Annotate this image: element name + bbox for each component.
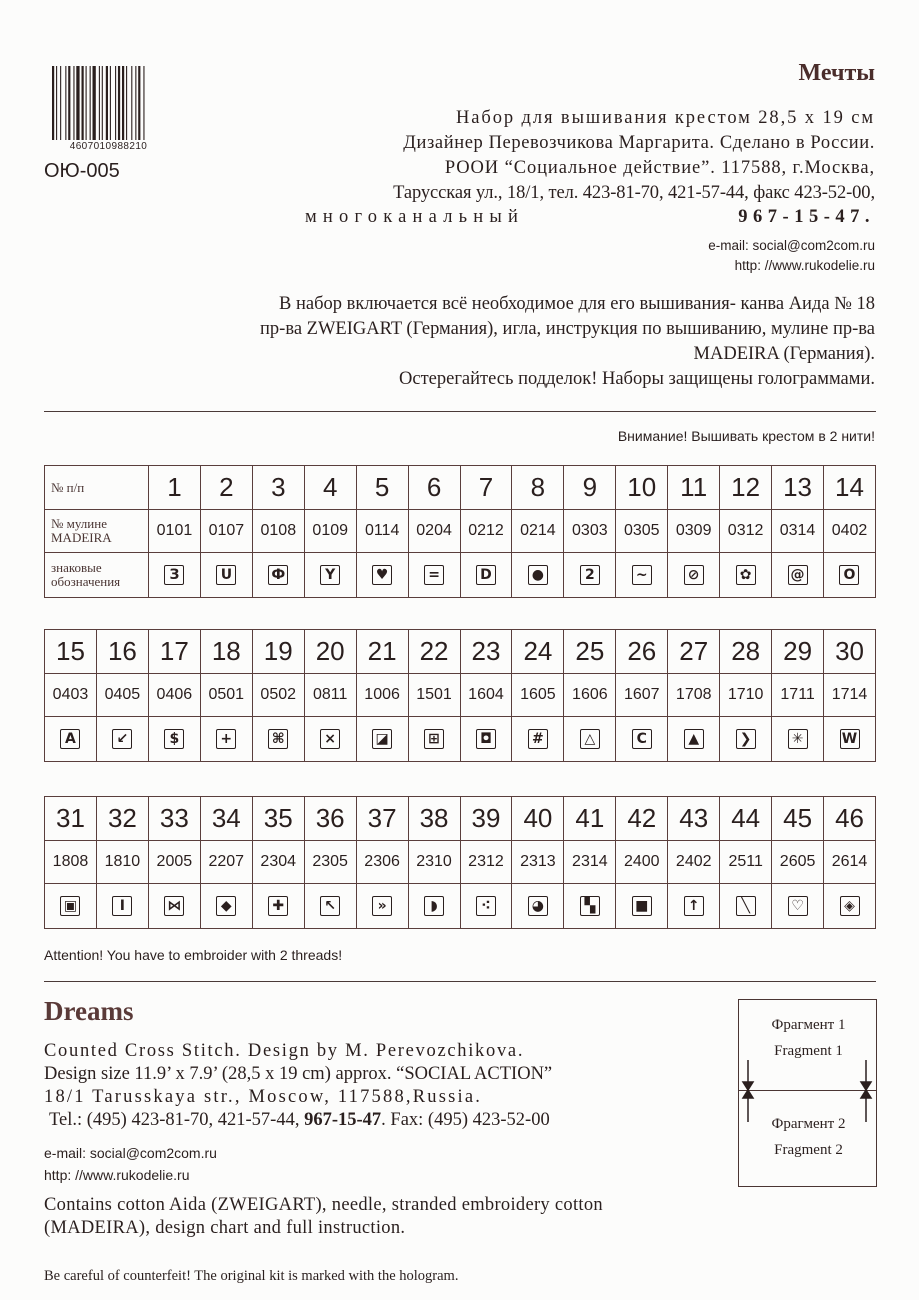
header-symbols: знаковые обозначения xyxy=(45,553,149,598)
stitch-symbol-cell xyxy=(772,717,824,762)
stitch-symbol-icon: ⋈ xyxy=(164,896,184,916)
article-code: ОЮ-005 xyxy=(44,160,120,182)
thread-number-cell: 20 xyxy=(304,630,356,674)
stitch-symbol-icon: △ xyxy=(580,729,600,749)
table-row-numbers xyxy=(45,466,876,510)
thread-number-cell: 31 xyxy=(45,797,97,841)
thread-number-cell: 7 xyxy=(460,466,512,510)
stitch-symbol-icon: ❯ xyxy=(736,729,756,749)
madeira-code-cell: 0314 xyxy=(772,510,824,553)
stitch-symbol-icon: # xyxy=(528,729,548,749)
madeira-code-cell: 1501 xyxy=(408,674,460,717)
stitch-symbol-cell xyxy=(304,553,356,598)
ru-phone-bold: 967-15-47. xyxy=(738,207,875,227)
en-line-2: Design size 11.9’ x 7.9’ (28,5 x 19 cm) approx. “SOCIAL ACTION” xyxy=(44,1064,553,1084)
title-russian: Мечты xyxy=(798,60,875,86)
table-row-symbols xyxy=(45,553,876,598)
stitch-symbol-cell xyxy=(824,884,876,929)
thread-table-1 xyxy=(44,465,876,598)
thread-number-cell: 14 xyxy=(823,466,875,510)
stitch-symbol-cell xyxy=(668,884,720,929)
madeira-code-cell: 0403 xyxy=(45,674,97,717)
stitch-symbol-icon: D xyxy=(476,565,496,585)
madeira-code-cell: 2310 xyxy=(408,841,460,884)
stitch-symbol-icon: » xyxy=(372,896,392,916)
madeira-code-cell: 1606 xyxy=(564,674,616,717)
stitch-symbol-cell xyxy=(460,553,512,598)
madeira-code-cell: 0305 xyxy=(616,510,668,553)
stitch-symbol-icon: ↙ xyxy=(112,729,132,749)
stitch-symbol-icon: ↖ xyxy=(320,896,340,916)
title-english: Dreams xyxy=(44,996,134,1026)
stitch-symbol-icon: ✿ xyxy=(736,565,756,585)
stitch-symbol-icon: Ф xyxy=(268,565,288,585)
stitch-symbol-icon: ◘ xyxy=(476,729,496,749)
stitch-symbol-icon: ▣ xyxy=(60,896,80,916)
stitch-symbol-cell xyxy=(824,717,876,762)
madeira-code-cell: 0811 xyxy=(304,674,356,717)
madeira-code-cell: 2511 xyxy=(720,841,772,884)
thread-number-cell: 46 xyxy=(824,797,876,841)
thread-number-cell: 29 xyxy=(772,630,824,674)
stitch-symbol-icon: ⊘ xyxy=(684,565,704,585)
thread-number-cell: 30 xyxy=(824,630,876,674)
thread-number-cell: 21 xyxy=(356,630,408,674)
stitch-symbol-cell xyxy=(668,553,720,598)
madeira-code-cell: 2207 xyxy=(200,841,252,884)
thread-number-cell: 39 xyxy=(460,797,512,841)
madeira-code-cell: 0303 xyxy=(564,510,616,553)
stitch-symbol-icon: = xyxy=(424,565,444,585)
stitch-symbol-icon: U xyxy=(216,565,236,585)
thread-number-cell: 33 xyxy=(148,797,200,841)
ru-line-2: Дизайнер Перевозчикова Маргарита. Сделано в России. xyxy=(403,133,875,153)
thread-number-cell: 12 xyxy=(720,466,772,510)
thread-number-cell: 24 xyxy=(512,630,564,674)
table-row-numbers xyxy=(45,630,876,674)
stitch-symbol-cell xyxy=(252,884,304,929)
stitch-symbol-cell xyxy=(304,884,356,929)
stitch-symbol-icon: ◗ xyxy=(424,896,444,916)
madeira-code-cell: 2400 xyxy=(616,841,668,884)
en-line-3: 18/1 Tarusskaya str., Moscow, 117588,Russia. xyxy=(44,1087,483,1107)
stitch-symbol-cell xyxy=(356,717,408,762)
stitch-symbol-cell xyxy=(616,884,668,929)
thread-number-cell: 43 xyxy=(668,797,720,841)
stitch-symbol-cell xyxy=(408,884,460,929)
stitch-symbol-cell xyxy=(356,884,408,929)
stitch-symbol-cell xyxy=(564,884,616,929)
stitch-symbol-cell xyxy=(564,717,616,762)
madeira-code-cell: 0402 xyxy=(823,510,875,553)
thread-number-cell: 40 xyxy=(512,797,564,841)
thread-number-cell: 15 xyxy=(45,630,97,674)
fragment-2-ru: Фрагмент 2 xyxy=(771,1116,846,1132)
stitch-symbol-icon: ● xyxy=(528,565,548,585)
thread-number-cell: 4 xyxy=(304,466,356,510)
stitch-symbol-cell xyxy=(512,717,564,762)
thread-number-cell: 6 xyxy=(408,466,460,510)
madeira-code-cell: 0309 xyxy=(668,510,720,553)
stitch-symbol-cell xyxy=(616,553,668,598)
madeira-code-cell: 0406 xyxy=(148,674,200,717)
stitch-symbol-cell xyxy=(460,884,512,929)
madeira-code-cell: 1708 xyxy=(668,674,720,717)
madeira-code-cell: 2402 xyxy=(668,841,720,884)
stitch-symbol-cell xyxy=(823,553,875,598)
stitch-symbol-icon: З xyxy=(164,565,184,585)
thread-number-cell: 26 xyxy=(616,630,668,674)
madeira-code-cell: 1711 xyxy=(772,674,824,717)
stitch-symbol-cell xyxy=(96,717,148,762)
stitch-symbol-cell xyxy=(304,717,356,762)
table-row-codes xyxy=(45,841,876,884)
header-number: № п/п xyxy=(45,466,149,510)
ru-contents-4: Остерегайтесь подделок! Наборы защищены голограммами. xyxy=(399,369,875,389)
stitch-symbol-cell xyxy=(45,884,97,929)
stitch-symbol-icon: ⊞ xyxy=(424,729,444,749)
en-web: http: //www.rukodelie.ru xyxy=(44,1167,190,1183)
thread-number-cell: 23 xyxy=(460,630,512,674)
stitch-symbol-icon: 2 xyxy=(580,565,600,585)
en-email: e-mail: social@com2com.ru xyxy=(44,1145,217,1161)
madeira-code-cell: 2314 xyxy=(564,841,616,884)
thread-number-cell: 27 xyxy=(668,630,720,674)
madeira-code-cell: 1006 xyxy=(356,674,408,717)
thread-number-cell: 37 xyxy=(356,797,408,841)
thread-number-cell: 35 xyxy=(252,797,304,841)
stitch-symbol-cell xyxy=(252,553,304,598)
stitch-symbol-icon: @ xyxy=(788,565,808,585)
madeira-code-cell: 0108 xyxy=(252,510,304,553)
stitch-symbol-cell xyxy=(200,884,252,929)
stitch-symbol-cell xyxy=(149,553,201,598)
stitch-symbol-cell xyxy=(148,717,200,762)
stitch-symbol-icon: ↑ xyxy=(684,896,704,916)
madeira-code-cell: 0312 xyxy=(720,510,772,553)
stitch-symbol-icon: + xyxy=(216,729,236,749)
thread-number-cell: 28 xyxy=(720,630,772,674)
fragment-1-ru: Фрагмент 1 xyxy=(771,1017,846,1033)
madeira-code-cell: 2614 xyxy=(824,841,876,884)
thread-table-3 xyxy=(44,796,876,929)
stitch-symbol-icon: ╲ xyxy=(736,896,756,916)
ru-contents-1: В набор включается всё необходимое для его вышивания- канва Аида № 18 xyxy=(279,294,875,314)
thread-number-cell: 17 xyxy=(148,630,200,674)
table-row-codes xyxy=(45,510,876,553)
stitch-symbol-cell xyxy=(720,717,772,762)
madeira-code-cell: 0204 xyxy=(408,510,460,553)
thread-number-cell: 38 xyxy=(408,797,460,841)
ru-line-4: Тарусская ул., 18/1, тел. 423-81-70, 421-57-44, факс 423-52-00, xyxy=(393,183,875,203)
madeira-code-cell: 1714 xyxy=(824,674,876,717)
madeira-code-cell: 2312 xyxy=(460,841,512,884)
madeira-code-cell: 0114 xyxy=(356,510,408,553)
stitch-symbol-icon: ♥ xyxy=(372,565,392,585)
stitch-symbol-icon: ⌘ xyxy=(268,729,288,749)
stitch-symbol-cell xyxy=(512,553,564,598)
thread-number-cell: 1 xyxy=(149,466,201,510)
stitch-symbol-cell xyxy=(200,553,252,598)
en-contents-2: (MADEIRA), design chart and full instruction. xyxy=(44,1218,406,1238)
madeira-code-cell: 1810 xyxy=(96,841,148,884)
thread-number-cell: 10 xyxy=(616,466,668,510)
ru-line-5: многоканальный xyxy=(305,207,525,227)
thread-number-cell: 9 xyxy=(564,466,616,510)
stitch-symbol-cell xyxy=(512,884,564,929)
stitch-symbol-icon: ◕ xyxy=(528,896,548,916)
stitch-symbol-cell xyxy=(408,553,460,598)
madeira-code-cell: 0107 xyxy=(200,510,252,553)
table-row-numbers xyxy=(45,797,876,841)
fragment-2-en: Fragment 2 xyxy=(774,1142,843,1158)
stitch-symbol-cell xyxy=(408,717,460,762)
thread-number-cell: 34 xyxy=(200,797,252,841)
thread-number-cell: 18 xyxy=(200,630,252,674)
thread-number-cell: 3 xyxy=(252,466,304,510)
stitch-symbol-cell xyxy=(564,553,616,598)
en-line-1: Counted Cross Stitch. Design by M. Perevozchikova. xyxy=(44,1041,525,1061)
thread-number-cell: 22 xyxy=(408,630,460,674)
stitch-symbol-cell xyxy=(772,884,824,929)
madeira-code-cell: 1607 xyxy=(616,674,668,717)
thread-number-cell: 8 xyxy=(512,466,564,510)
stitch-symbol-icon: ⁖ xyxy=(476,896,496,916)
stitch-symbol-icon: ♡ xyxy=(788,896,808,916)
stitch-symbol-cell xyxy=(45,717,97,762)
thread-number-cell: 5 xyxy=(356,466,408,510)
madeira-code-cell: 1710 xyxy=(720,674,772,717)
stitch-symbol-cell xyxy=(200,717,252,762)
divider-bottom xyxy=(44,981,876,982)
stitch-symbol-icon: ✚ xyxy=(268,896,288,916)
fragment-1-en: Fragment 1 xyxy=(774,1043,843,1059)
stitch-symbol-icon: C xyxy=(632,729,652,749)
thread-table-2 xyxy=(44,629,876,762)
thread-number-cell: 36 xyxy=(304,797,356,841)
madeira-code-cell: 2005 xyxy=(148,841,200,884)
madeira-code-cell: 2304 xyxy=(252,841,304,884)
thread-number-cell: 44 xyxy=(720,797,772,841)
stitch-symbol-icon: ~ xyxy=(632,565,652,585)
stitch-symbol-icon: W xyxy=(840,729,860,749)
stitch-symbol-icon: ▚ xyxy=(580,896,600,916)
header-madeira: № мулине MADEIRA xyxy=(45,510,149,553)
stitch-symbol-cell xyxy=(96,884,148,929)
stitch-symbol-icon: ▲ xyxy=(684,729,704,749)
stitch-symbol-icon: O xyxy=(839,565,859,585)
stitch-symbol-cell xyxy=(720,553,772,598)
madeira-code-cell: 0501 xyxy=(200,674,252,717)
stitch-symbol-icon: ✳ xyxy=(788,729,808,749)
stitch-symbol-icon: A xyxy=(60,729,80,749)
madeira-code-cell: 0212 xyxy=(460,510,512,553)
madeira-code-cell: 2306 xyxy=(356,841,408,884)
table-row-symbols xyxy=(45,717,876,762)
stitch-symbol-icon: $ xyxy=(164,729,184,749)
divider-top xyxy=(44,411,876,412)
ru-email: e-mail: social@com2com.ru xyxy=(708,238,875,253)
stitch-symbol-cell xyxy=(720,884,772,929)
madeira-code-cell: 0101 xyxy=(149,510,201,553)
table-row-symbols xyxy=(45,884,876,929)
en-contents-1: Contains cotton Aida (ZWEIGART), needle, stranded embroidery cotton xyxy=(44,1195,603,1215)
en-phone-bold: 967-15-47 xyxy=(304,1110,382,1130)
thread-number-cell: 19 xyxy=(252,630,304,674)
ru-attention: Внимание! Вышивать крестом в 2 нити! xyxy=(617,428,875,444)
thread-number-cell: 32 xyxy=(96,797,148,841)
barcode-number: 4607010988210 xyxy=(69,141,148,152)
stitch-symbol-icon: Y xyxy=(320,565,340,585)
ru-contents-3: MADEIRA (Германия). xyxy=(693,344,875,364)
thread-number-cell: 16 xyxy=(96,630,148,674)
barcode-image xyxy=(50,66,168,152)
stitch-symbol-cell xyxy=(616,717,668,762)
thread-number-cell: 25 xyxy=(564,630,616,674)
stitch-symbol-cell xyxy=(460,717,512,762)
en-line-4: Tel.: (495) 423-81-70, 421-57-44, 967-15-47. Fax: (495) 423-52-00 xyxy=(49,1110,550,1130)
madeira-code-cell: 2313 xyxy=(512,841,564,884)
en-careful: Be careful of counterfeit! The original kit is marked with the hologram. xyxy=(44,1268,459,1284)
thread-number-cell: 41 xyxy=(564,797,616,841)
madeira-code-cell: 0214 xyxy=(512,510,564,553)
ru-contents-2: пр-ва ZWEIGART (Германия), игла, инструкция по вышиванию, мулине пр-ва xyxy=(260,319,875,339)
stitch-symbol-icon: ◈ xyxy=(840,896,860,916)
thread-number-cell: 13 xyxy=(772,466,824,510)
stitch-symbol-cell xyxy=(772,553,824,598)
madeira-code-cell: 0405 xyxy=(96,674,148,717)
stitch-symbol-icon: × xyxy=(320,729,340,749)
stitch-symbol-icon: I xyxy=(112,896,132,916)
table-row-codes xyxy=(45,674,876,717)
thread-number-cell: 11 xyxy=(668,466,720,510)
madeira-code-cell: 1808 xyxy=(45,841,97,884)
ru-line-1: Набор для вышивания крестом 28,5 х 19 см xyxy=(456,108,875,128)
thread-number-cell: 45 xyxy=(772,797,824,841)
madeira-code-cell: 1605 xyxy=(512,674,564,717)
madeira-code-cell: 2605 xyxy=(772,841,824,884)
stitch-symbol-cell xyxy=(356,553,408,598)
madeira-code-cell: 2305 xyxy=(304,841,356,884)
stitch-symbol-icon: ■ xyxy=(632,896,652,916)
ru-line-3: РООИ “Социальное действие”. 117588, г.Москва, xyxy=(444,158,875,178)
ru-web: http: //www.rukodelie.ru xyxy=(734,258,875,273)
stitch-symbol-cell xyxy=(252,717,304,762)
madeira-code-cell: 0502 xyxy=(252,674,304,717)
stitch-symbol-cell xyxy=(148,884,200,929)
stitch-symbol-icon: ◆ xyxy=(216,896,236,916)
thread-number-cell: 42 xyxy=(616,797,668,841)
en-attention: Attention! You have to embroider with 2 threads! xyxy=(44,947,343,963)
stitch-symbol-icon: ◪ xyxy=(372,729,392,749)
stitch-symbol-cell xyxy=(668,717,720,762)
thread-number-cell: 2 xyxy=(200,466,252,510)
fragment-arrows-icon xyxy=(738,1060,876,1122)
madeira-code-cell: 0109 xyxy=(304,510,356,553)
madeira-code-cell: 1604 xyxy=(460,674,512,717)
